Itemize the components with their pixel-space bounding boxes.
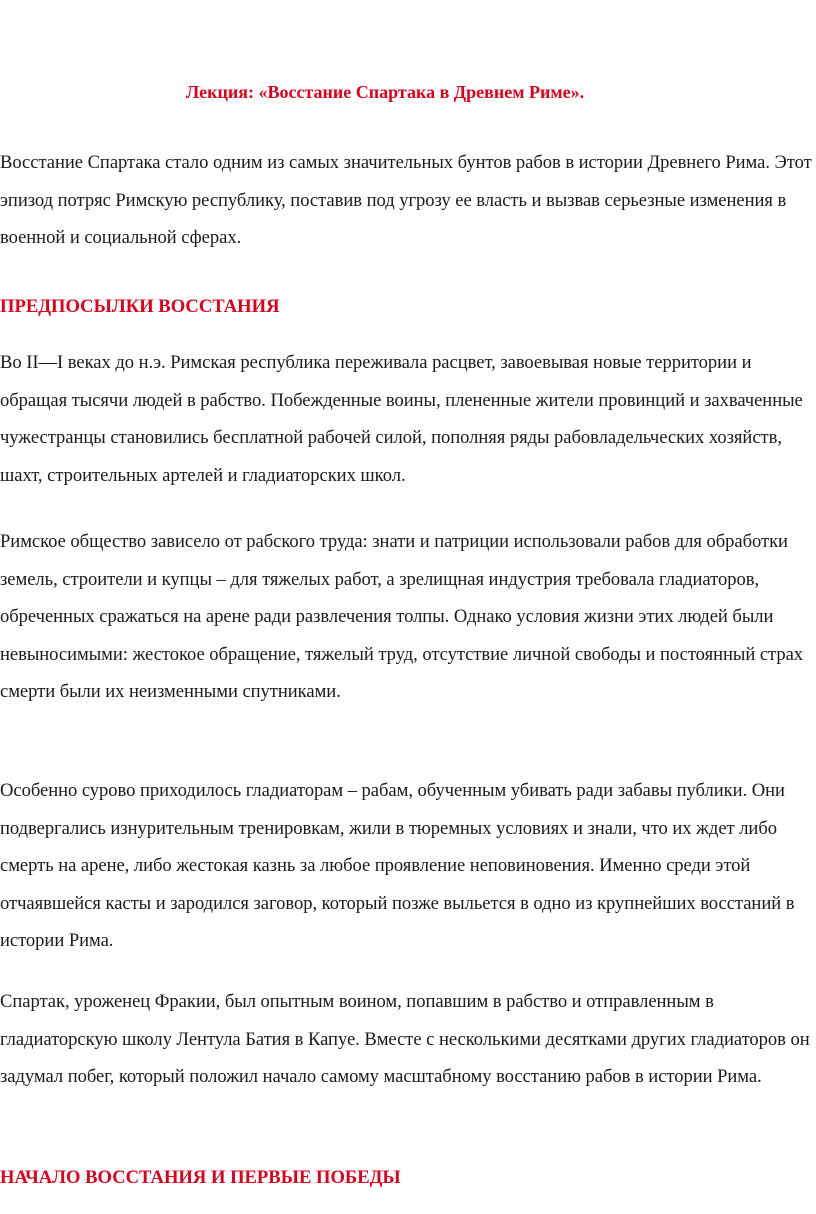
intro-paragraph: Восстание Спартака стало одним из самых значительных бунтов рабов в истории Древнего Рима. Этот эпизод потряс Римскую республику, поставив под угрозу ее власть и вызвав серьезные изменения в военной и социальной сферах.: [0, 152, 812, 249]
paragraph-4: Спартак, уроженец Фракии, был опытным воином, попавшим в рабство и отправленным в гладиаторскую школу Лентула Батия в Капуе. Вместе с несколькими десятками других гладиаторов он задумал побег, который положил начало самому масштабному восстанию рабов в истории Рима.: [0, 991, 810, 1088]
paragraph-2: Римское общество зависело от рабского труда: знати и патриции использовали рабов для обработки земель, строители и купцы – для тяжелых работ, а зрелищная индустрия требовала гладиаторов, обреченных сражаться на арене ради развлечения толпы. Однако условия жизни этих людей были невыносимыми: жестокое обращение, тяжелый труд, отсутствие личной свободы и постоянный страх смерти были их неизменными спутниками.: [0, 531, 804, 703]
section-heading-prerequisites: ПРЕДПОСЫЛКИ ВОССТАНИЯ: [0, 296, 280, 317]
paragraph-1: Во II—I веках до н.э. Римская республика переживала расцвет, завоевывая новые территории и обращая тысячи людей в рабство. Побежденные воины, плененные жители провинций и захваченные чужестранцы становились бесплатной рабочей силой, пополняя ряды рабовладельческих хозяйств, шахт, строительных артелей и гладиаторских школ.: [0, 352, 803, 486]
paragraph-3: Особенно сурово приходилось гладиаторам – рабам, обученным убивать ради забавы публики. Они подвергались изнурительным тренировкам, жили в тюремных условиях и знали, что их ждет либо смерть на арене, либо жестокая казнь за любое проявление неповиновения. Именно среди этой отчаявшейся касты и зародился заговор, который позже выльется в одно из крупнейших восстаний в истории Рима.: [0, 780, 795, 952]
document-title: Лекция: «Восстание Спартака в Древнем Риме».: [185, 82, 585, 102]
section-heading-beginning: НАЧАЛО ВОССТАНИЯ И ПЕРВЫЕ ПОБЕДЫ: [0, 1167, 401, 1188]
